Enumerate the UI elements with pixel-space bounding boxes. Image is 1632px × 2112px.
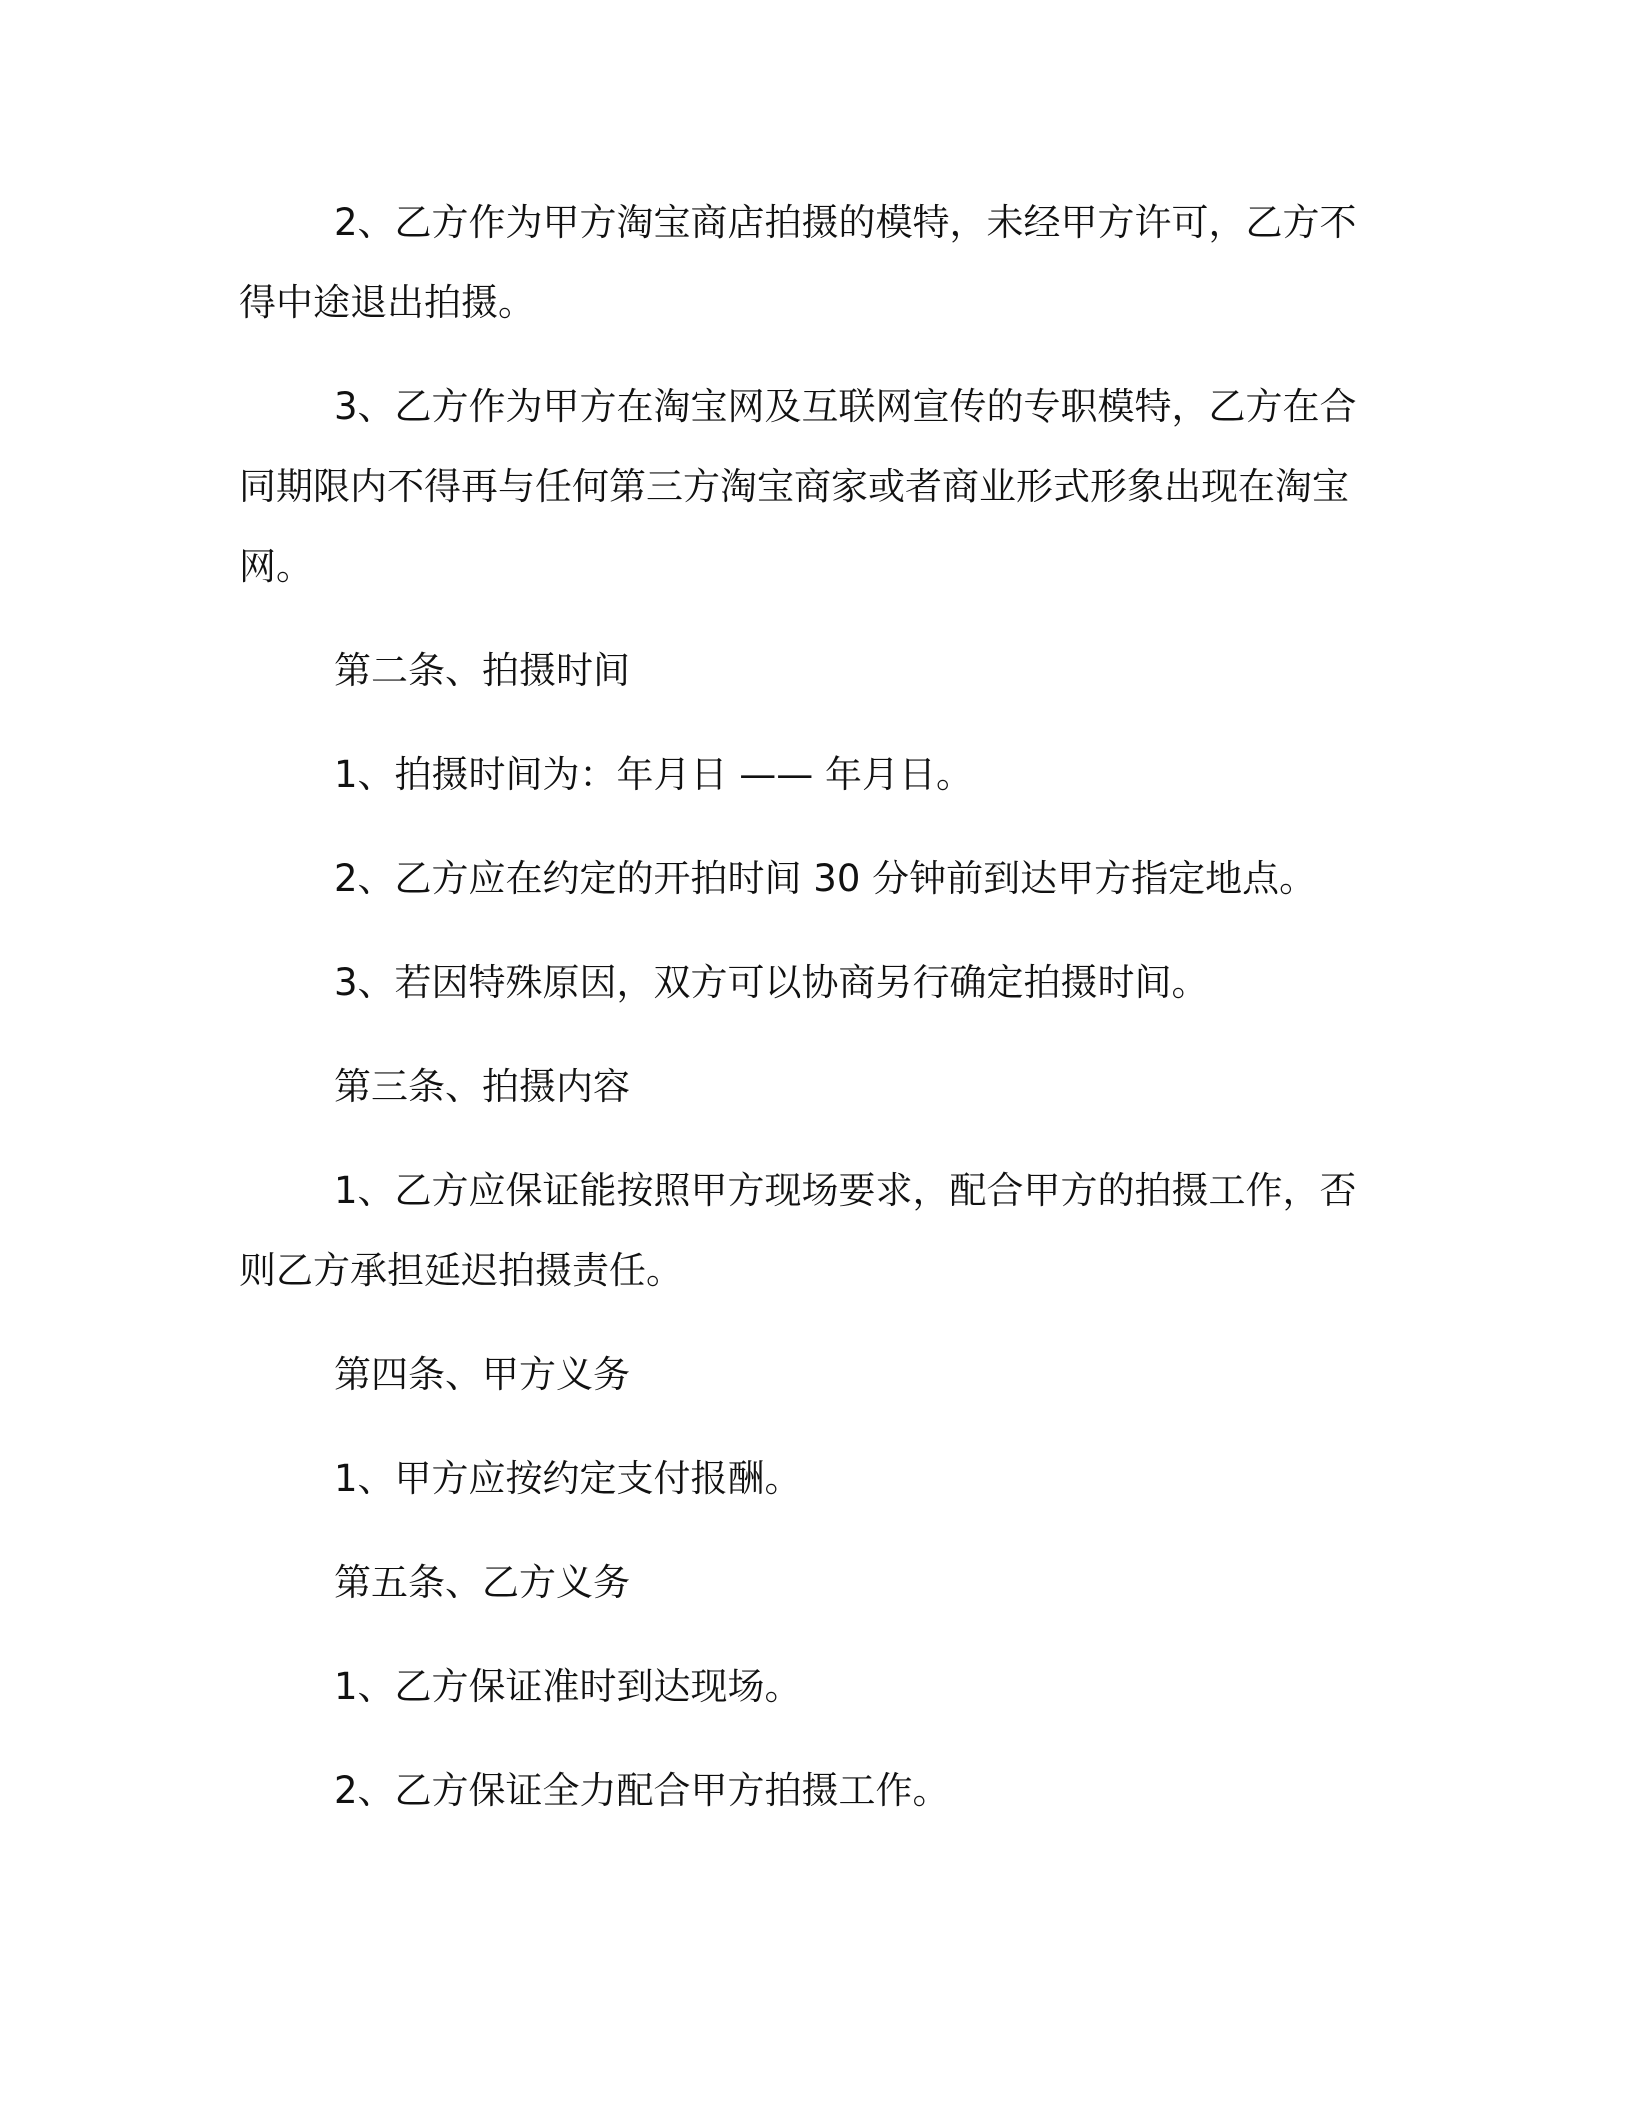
clause-paragraph: 2、乙方应在约定的开拍时间 30 分钟前到达甲方指定地点。 xyxy=(334,857,1317,900)
clause-paragraph: 1、乙方应保证能按照甲方现场要求，配合甲方的拍摄工作，否则乙方承担延迟拍摄责任。 xyxy=(239,1169,1357,1292)
clause-paragraph: 1、拍摄时间为：年月日 —— 年月日。 xyxy=(334,753,974,796)
clause-paragraph: 3、乙方作为甲方在淘宝网及互联网宣传的专职模特，乙方在合同期限内不得再与任何第三方淘宝商家或者商业形式形象出现在淘宝网。 xyxy=(239,385,1357,588)
clause-paragraph: 2、乙方保证全力配合甲方拍摄工作。 xyxy=(334,1769,950,1812)
section-heading: 第五条、乙方义务 xyxy=(334,1561,630,1604)
section-heading: 第四条、甲方义务 xyxy=(334,1353,630,1396)
section-heading: 第二条、拍摄时间 xyxy=(334,649,630,692)
clause-paragraph: 2、乙方作为甲方淘宝商店拍摄的模特，未经甲方许可，乙方不得中途退出拍摄。 xyxy=(239,201,1357,324)
clause-paragraph: 1、乙方保证准时到达现场。 xyxy=(334,1665,802,1708)
clause-paragraph: 3、若因特殊原因，双方可以协商另行确定拍摄时间。 xyxy=(334,961,1209,1004)
clause-paragraph: 1、甲方应按约定支付报酬。 xyxy=(334,1457,802,1500)
document-body xyxy=(239,183,1367,1831)
section-heading: 第三条、拍摄内容 xyxy=(334,1065,630,1108)
